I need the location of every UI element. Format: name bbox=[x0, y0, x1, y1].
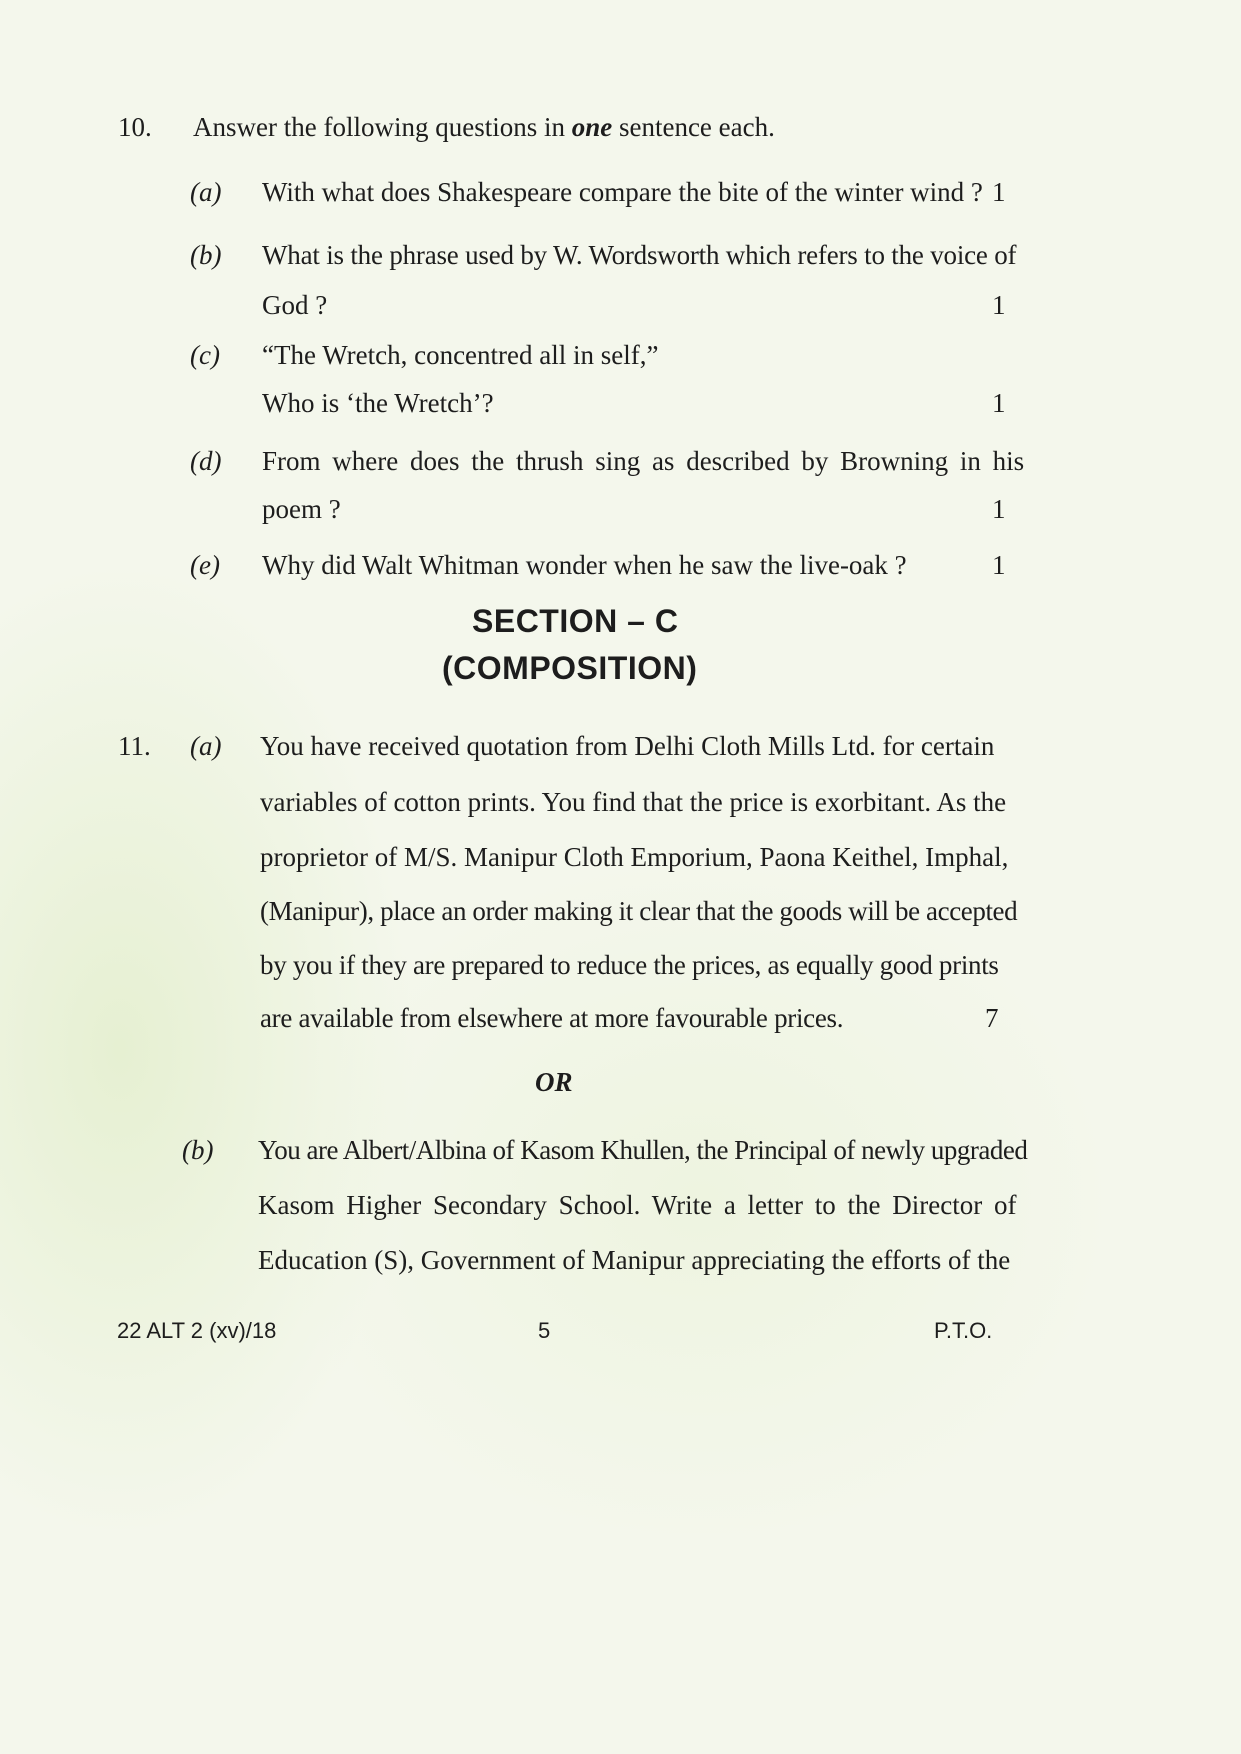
q11a-text-line4: (Manipur), place an order making it clear that the goods will be accepted bbox=[260, 896, 1018, 926]
q11b-text-line2: Kasom Higher Secondary School. Write a letter to the Director of bbox=[258, 1190, 1017, 1220]
q10-instruction-pre: Answer the following questions in bbox=[193, 112, 572, 142]
q11a-text-line2: variables of cotton prints. You find that the price is exorbitant. As the bbox=[260, 787, 1007, 817]
section-title: SECTION – C bbox=[472, 603, 679, 639]
q10e-text: Why did Walt Whitman wonder when he saw the live-oak ? bbox=[262, 550, 907, 580]
q10-instruction-post: sentence each. bbox=[612, 112, 775, 142]
q10d-text-line2: poem ? bbox=[262, 494, 341, 524]
q10d-label: (d) bbox=[190, 446, 222, 476]
q10c-text-line1: “The Wretch, concentred all in self,” bbox=[262, 340, 659, 370]
q11a-label: (a) bbox=[190, 731, 222, 761]
q11a-text-line6: are available from elsewhere at more favourable prices. bbox=[260, 1003, 844, 1033]
q10b-text-line2: God ? bbox=[262, 290, 328, 320]
q11a-text-line5: by you if they are prepared to reduce the prices, as equally good prints bbox=[260, 950, 999, 980]
q11a-text-line1: You have received quotation from Delhi Cloth Mills Ltd. for certain bbox=[260, 731, 995, 761]
q10a-text: With what does Shakespeare compare the bite of the winter wind ? bbox=[262, 177, 983, 207]
or-separator: OR bbox=[535, 1067, 573, 1097]
section-subtitle: (COMPOSITION) bbox=[442, 650, 698, 686]
q10b-text-line1: What is the phrase used by W. Wordsworth which refers to the voice of bbox=[262, 240, 1017, 270]
q11b-text-line3: Education (S), Government of Manipur appreciating the efforts of the bbox=[258, 1245, 1011, 1275]
q10c-marks: 1 bbox=[992, 388, 1006, 418]
q10c-label: (c) bbox=[190, 340, 220, 370]
q10e-label: (e) bbox=[190, 550, 220, 580]
q10d-marks: 1 bbox=[992, 494, 1006, 524]
footer-paper-code: 22 ALT 2 (xv)/18 bbox=[117, 1318, 277, 1343]
q11a-text-line3: proprietor of M/S. Manipur Cloth Emporium, Paona Keithel, Imphal, bbox=[260, 842, 1009, 872]
footer-pto: P.T.O. bbox=[934, 1318, 993, 1343]
q10-instruction bbox=[193, 112, 775, 143]
q10-instruction-emphasis: one bbox=[571, 112, 613, 142]
q10e-marks: 1 bbox=[992, 550, 1006, 580]
q10a-label: (a) bbox=[190, 177, 222, 207]
q10b-marks: 1 bbox=[992, 290, 1006, 320]
q11b-text-line1: You are Albert/Albina of Kasom Khullen, the Principal of newly upgraded bbox=[258, 1135, 1028, 1165]
footer-page-number: 5 bbox=[538, 1318, 551, 1343]
q11a-marks: 7 bbox=[985, 1003, 999, 1033]
q10d-text-line1: From where does the thrush sing as described by Browning in his bbox=[262, 446, 1025, 476]
q11b-label: (b) bbox=[182, 1135, 214, 1165]
q10a-marks: 1 bbox=[992, 177, 1006, 207]
q10-number: 10. bbox=[118, 112, 152, 142]
q10c-text-line2: Who is ‘the Wretch’? bbox=[262, 388, 494, 418]
q11-number: 11. bbox=[118, 731, 151, 761]
q10b-label: (b) bbox=[190, 240, 222, 270]
